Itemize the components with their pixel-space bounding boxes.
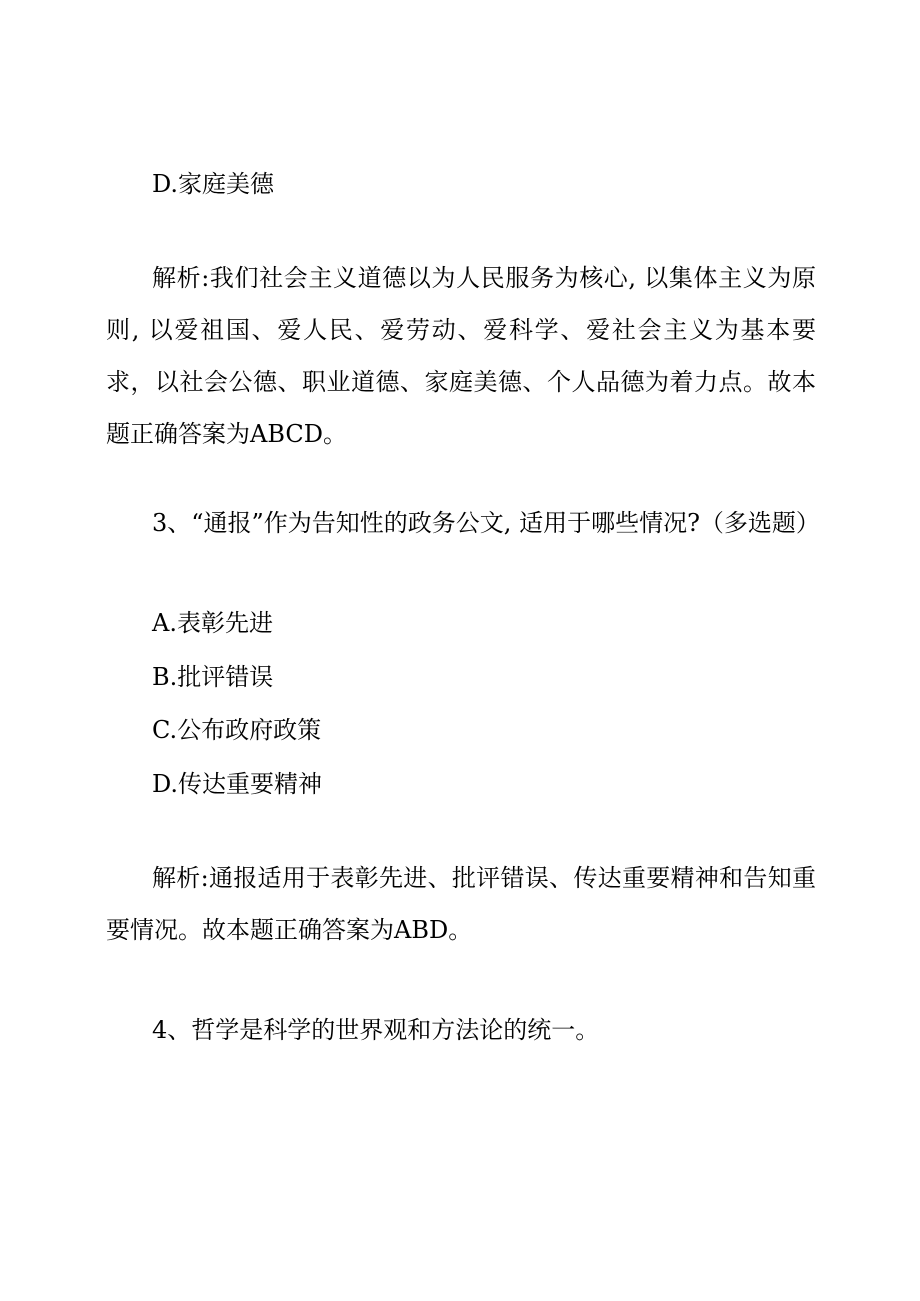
- q4-question: 4、哲学是科学的世界观和方法论的统一。: [152, 1016, 600, 1044]
- q3-option-b: B.批评错误: [152, 663, 274, 691]
- q3-analysis: 解析:通报适用于表彰先进、批评错误、传达重要精神和告知重要情况。故本题正确答案为ABD。: [106, 864, 816, 944]
- q3-option-d: D.传达重要精神: [152, 770, 323, 798]
- q2-analysis: 解析:我们社会主义道德以为人民服务为核心, 以集体主义为原则, 以爱祖国、爱人民、爱劳动、爱科学、爱社会主义为基本要求，以社会公德、职业道德、家庭美德、个人品德为着力点。故本题正确答案为ABCD。: [106, 264, 816, 448]
- q3-option-c: C.公布政府政策: [152, 716, 322, 744]
- q3-option-a: A.表彰先进: [152, 609, 273, 637]
- q3-question: 3、“通报”作为告知性的政务公文, 适用于哪些情况?（多选题）: [152, 509, 820, 537]
- q2-option-d: D.家庭美德: [152, 170, 275, 198]
